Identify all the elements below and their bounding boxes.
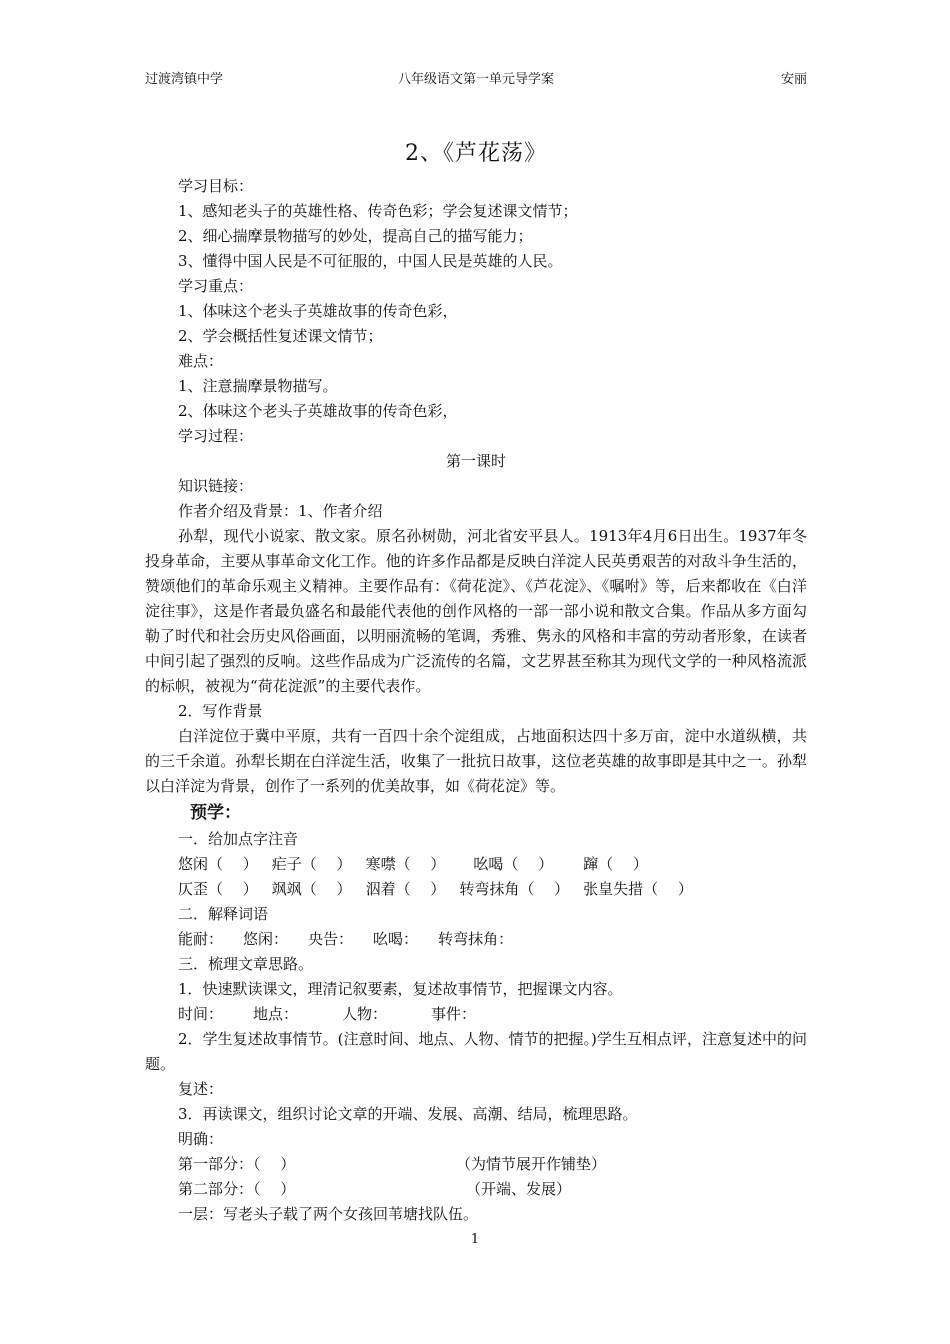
element-item: 事件： [431,1005,477,1023]
goals-label: 学习目标： [178,177,254,195]
pinyin-row-1 [145,852,807,877]
vocab-item: 转弯抹角： [438,930,514,948]
process-label: 学习过程： [178,427,254,445]
pinyin-item: 飒飒（ ） [271,880,352,898]
difficulty-item: 2、体味这个老头子英雄故事的传奇色彩， [178,402,458,420]
pinyin-item: 转弯抹角（ ） [459,880,570,898]
layer1: 一层：写老头子载了两个女孩回苇塘找队伍。 [178,1205,479,1223]
section3-label: 三．梳理文章思路。 [178,955,314,973]
pinyin-item: 疟子（ ） [271,855,352,873]
author-intro-label: 作者介绍及背景：1、作者介绍 [178,502,383,520]
vocab-item: 悠闲： [243,930,289,948]
part1-note: （为情节展开作铺垫） [456,1155,607,1173]
pinyin-item: 仄歪（ ） [178,880,258,898]
step3: 3．再读课文，组织讨论文章的开端、发展、高潮、结局，梳理思路。 [178,1105,638,1123]
keypoints-label: 学习重点： [178,277,254,295]
vocab-row [145,927,807,952]
part2-row [145,1177,807,1202]
part2-note: （开端、发展） [466,1180,572,1198]
page-title: 2、《芦花荡》 [405,141,547,166]
goal-item: 2、细心揣摩景物描写的妙处，提高自己的描写能力； [178,227,533,245]
pinyin-item: 悠闲（ ） [178,855,258,873]
document-body [145,174,807,1227]
header-course: 八年级语文第一单元导学案 [397,72,554,87]
header-author: 安丽 [780,72,807,87]
vocab-item: 吆喝： [373,930,419,948]
preview-heading: 预学： [190,803,241,823]
retell-label: 复述： [178,1080,224,1098]
pinyin-item: 蹿（ ） [583,855,648,873]
part1-label: 第一部分：（ ） [178,1155,296,1173]
clarify-label: 明确： [178,1130,224,1148]
pinyin-item: 张皇失措（ ） [583,880,693,898]
goal-item: 1、感知老头子的英雄性格、传奇色彩；学会复述课文情节； [178,202,578,220]
elements-row [145,1002,807,1027]
element-item: 人物： [342,1005,388,1023]
knowledge-label: 知识链接： [178,477,254,495]
difficulties-label: 难点： [178,352,224,370]
section2-label: 二．解释词语 [178,905,269,923]
keypoint-item: 2、学会概括性复述课文情节； [178,327,383,345]
element-item: 地点： [253,1005,299,1023]
background-label: 2．写作背景 [178,702,263,720]
vocab-item: 能耐： [178,930,224,948]
step2: 2．学生复述故事情节。(注意时间、地点、人物、情节的把握。)学生互相点评，注意复述中的问题。 [145,1030,807,1073]
lesson-label: 第一课时 [445,452,506,470]
keypoint-item: 1、体味这个老头子英雄故事的传奇色彩， [178,302,458,320]
author-paragraph: 孙犁，现代小说家、散文家。原名孙树勋，河北省安平县人。1913年4月6日出生。1937年冬投身革命，主要从事革命文化工作。他的许多作品都是反映白洋淀人民英勇艰苦的对敌斗争生活的，赞颂他们的革命乐观主义精神。主要作品有：《荷花淀》、《芦花淀》、《嘱咐》等，后来都收在《白洋淀往事》，这是作者最负盛名和最能代表他的创作风格的一部一部小说和散文合集。作品从多方面勾勒了时代和社会历史风俗画面，以明丽流畅的笔调，秀雅、隽永的风格和丰富的劳动者形象，在读者中间引起了强烈的反响。这些作品成为广泛流传的名篇，文艺界甚至称其为现代文学的一种风格流派的标帜，被视为“荷花淀派”的主要代表作。 [145,527,807,695]
page-header [145,68,807,88]
page-number: 1 [470,1232,480,1247]
part1-row [145,1152,807,1177]
part2-label: 第二部分：（ ） [178,1180,296,1198]
goal-item: 3、懂得中国人民是不可征服的，中国人民是英雄的人民。 [178,252,563,270]
difficulty-item: 1、注意揣摩景物描写。 [178,377,338,395]
pinyin-row-2 [145,877,807,902]
step1: 1．快速默读课文，理清记叙要素，复述故事情节，把握课文内容。 [178,980,623,998]
background-paragraph: 白洋淀位于冀中平原，共有一百四十余个淀组成，占地面积达四十多万亩，淀中水道纵横，共的三千余道。孙犁长期在白洋淀生活，收集了一批抗日故事，这位老英雄的故事即是其中之一。孙犁以白洋淀为背景，创作了一系列的优美故事，如《荷花淀》等。 [145,727,807,795]
pinyin-item: 寒噤（ ） [365,855,446,873]
pinyin-item: 吆喝（ ） [473,855,554,873]
element-item: 时间： [178,1005,224,1023]
pinyin-item: 泅着（ ） [365,880,446,898]
vocab-item: 央告： [308,930,354,948]
header-school: 过渡湾镇中学 [145,72,224,87]
section1-label: 一．给加点字注音 [178,830,299,848]
